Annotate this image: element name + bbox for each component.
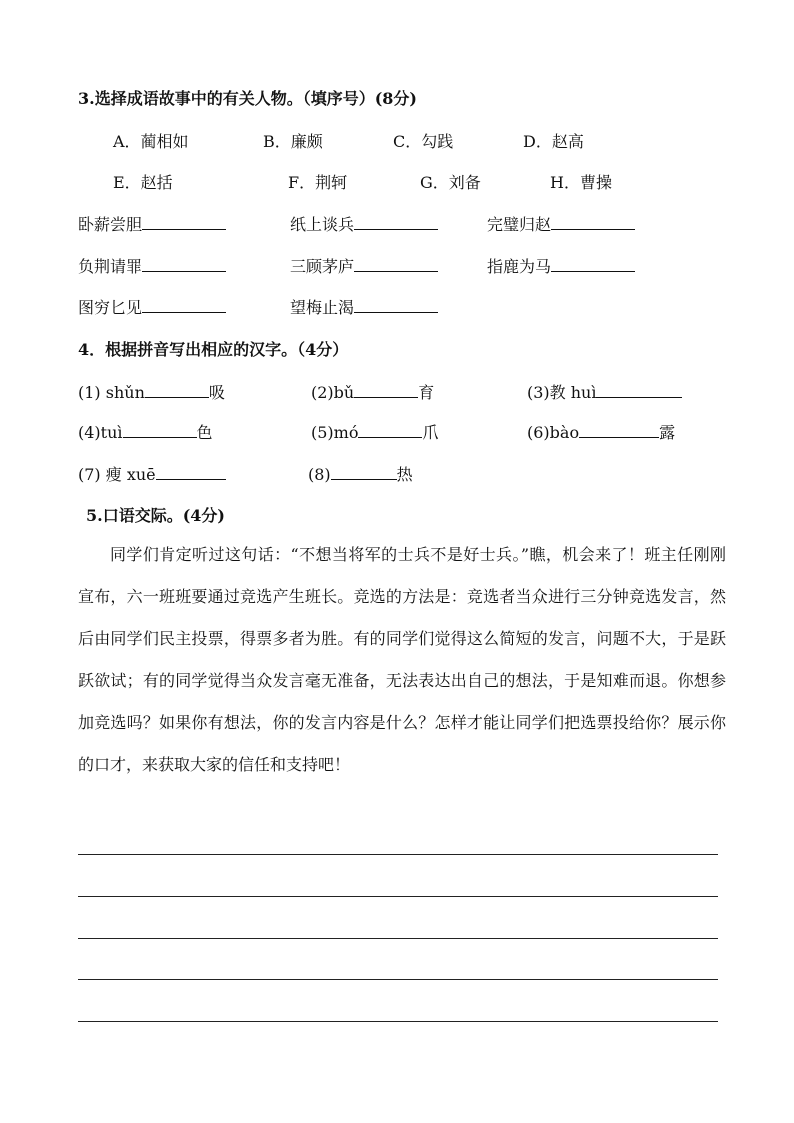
answer-blank[interactable] <box>596 382 682 398</box>
answer-blank[interactable] <box>354 297 438 313</box>
q4-item-5: (5)mó 爪 <box>311 423 439 442</box>
answer-blank[interactable] <box>145 382 209 398</box>
q4-item-2: (2)bǔ 育 <box>311 383 435 402</box>
answer-blank[interactable] <box>358 422 422 438</box>
q3-option-d: D．赵高 <box>523 132 584 151</box>
q3-idiom-8: 望梅止渴 <box>290 295 438 318</box>
q3-option-f: F．荆轲 <box>288 173 348 192</box>
q4-title: 4．根据拼音写出相应的汉字。（4分） <box>78 340 349 359</box>
q4-item-6: (6)bào 露 <box>527 423 676 442</box>
answer-line-5[interactable] <box>78 1021 718 1022</box>
answer-blank[interactable] <box>354 214 438 230</box>
answer-blank[interactable] <box>579 422 659 438</box>
q3-idiom-3: 完璧归赵 <box>487 212 635 235</box>
q4-item-1: (1) shǔn 吸 <box>78 383 225 402</box>
q4-item-3: (3)教 huì <box>527 380 682 403</box>
q5-title: 5.口语交际。(4分) <box>86 506 225 525</box>
answer-blank[interactable] <box>142 297 226 313</box>
q3-idiom-4: 负荆请罪 <box>78 254 226 277</box>
q3-idiom-6: 指鹿为马 <box>487 254 635 277</box>
q3-option-c: C．勾践 <box>393 132 454 151</box>
answer-blank[interactable] <box>123 422 197 438</box>
answer-line-1[interactable] <box>78 854 718 855</box>
answer-blank[interactable] <box>331 464 397 480</box>
q3-option-a: A．蔺相如 <box>113 132 189 151</box>
answer-line-4[interactable] <box>78 979 718 980</box>
q3-idiom-7: 图穷匕见 <box>78 295 226 318</box>
q3-option-g: G．刘备 <box>420 173 481 192</box>
q3-idiom-1: 卧薪尝胆 <box>78 212 226 235</box>
answer-blank[interactable] <box>142 214 226 230</box>
q4-item-7: (7) 瘦 xuē <box>78 462 226 485</box>
answer-blank[interactable] <box>354 256 438 272</box>
q3-title: 3.选择成语故事中的有关人物。（填序号）(8分) <box>78 89 417 108</box>
answer-line-2[interactable] <box>78 896 718 897</box>
q3-option-e: E．赵括 <box>113 173 173 192</box>
q4-item-8: (8) 热 <box>308 465 413 484</box>
answer-blank[interactable] <box>354 382 418 398</box>
q4-item-4: (4)tuì 色 <box>78 423 213 442</box>
answer-blank[interactable] <box>156 464 226 480</box>
q5-prompt <box>78 534 726 786</box>
answer-blank[interactable] <box>142 256 226 272</box>
q5-paragraph: 同学们肯定听过这句话：“不想当将军的士兵不是好士兵。”瞧，机会来了！班主任刚刚宣布，六一班班要通过竞选产生班长。竞选的方法是：竞选者当众进行三分钟竞选发言，然后由同学们民主投票，得票多者为胜。有的同学们觉得这么简短的发言，问题不大，于是跃跃欲试；有的同学觉得当众发言毫无准备，无法表达出自己的想法，于是知难而退。你想参加竞选吗？如果你有想法，你的发言内容是什么？怎样才能让同学们把选票投给你？展示你的口才，来获取大家的信任和支持吧！ <box>78 545 726 774</box>
q3-option-h: H．曹操 <box>550 173 612 192</box>
answer-blank[interactable] <box>551 256 635 272</box>
q3-idiom-2: 纸上谈兵 <box>290 212 438 235</box>
answer-blank[interactable] <box>551 214 635 230</box>
q3-idiom-5: 三顾茅庐 <box>290 254 438 277</box>
answer-line-3[interactable] <box>78 938 718 939</box>
q3-option-b: B．廉颇 <box>263 132 323 151</box>
